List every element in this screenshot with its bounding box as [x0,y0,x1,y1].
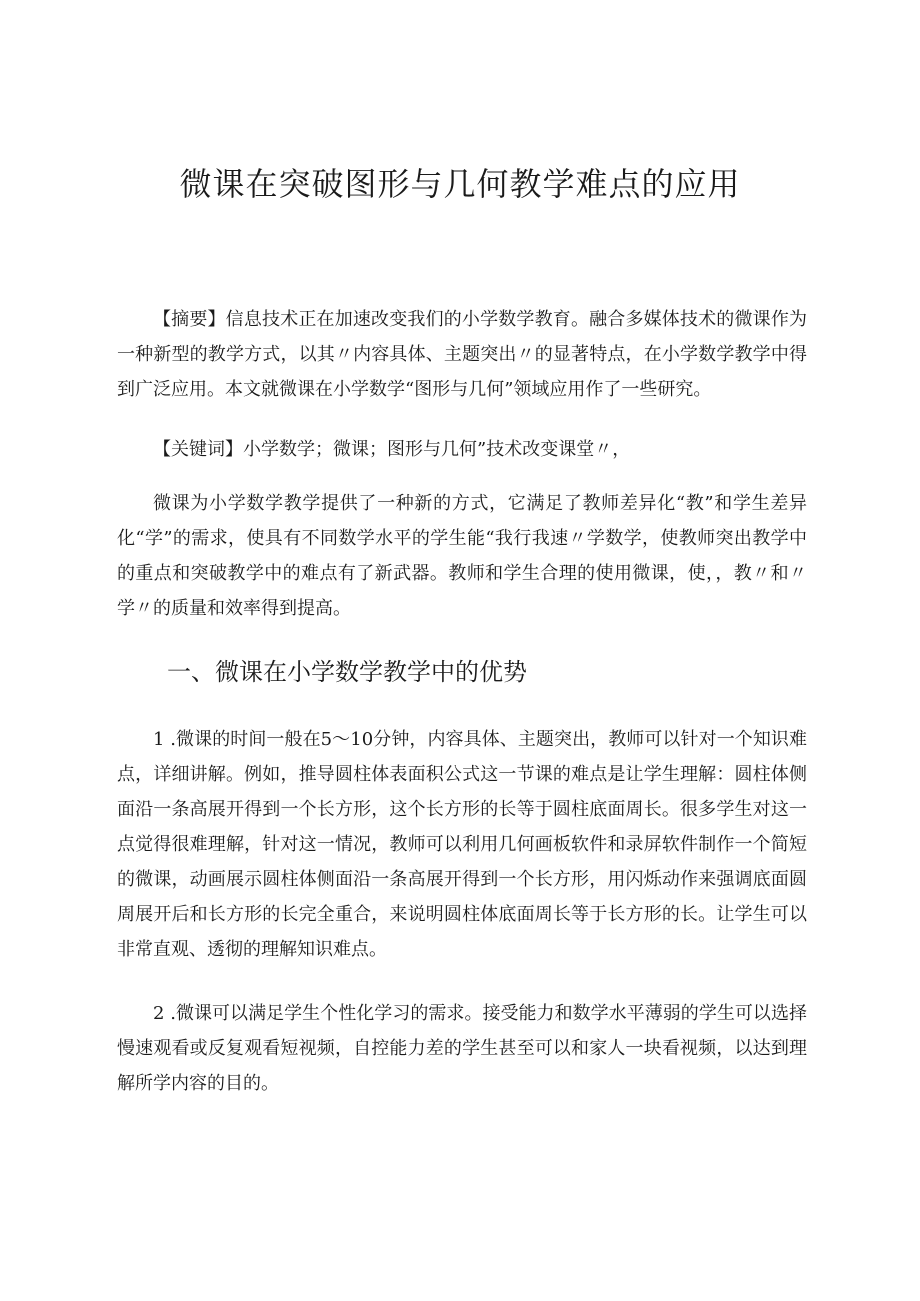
abstract-paragraph: 【摘要】信息技术正在加速改变我们的小学数学教育。融合多媒体技术的微课作为一种新型的教学方式，以其〃内容具体、主题突出〃的显著特点，在小学数学教学中得到广泛应用。本文就微课在小学数学“图形与几何”领域应用作了一些研究。 [117,309,807,400]
list-item-1: 1 .微课的时间一般在5～10分钟，内容具体、主题突出，教师可以针对一个知识难点，详细讲解。例如，推导圆柱体表面积公式这一节课的难点是让学生理解：圆柱体侧面沿一条高展开得到一个长方形，这个长方形的长等于圆柱底面周长。很多学生对这一点觉得很难理解，针对这一情况，教师可以利用几何画板软件和录屏软件制作一个简短的微课，动画展示圆柱体侧面沿一条高展开得到一个长方形，用闪烁动作来强调底面圆周展开后和长方形的长完全重合，来说明圆柱体底面周长等于长方形的长。让学生可以非常直观、透彻的理解知识难点。 [117,729,807,960]
list-item-2: 2 .微课可以满足学生个性化学习的需求。接受能力和数学水平薄弱的学生可以选择慢速观看或反复观看短视频，自控能力差的学生甚至可以和家人一块看视频，以达到理解所学内容的目的。 [117,1003,807,1094]
keywords-paragraph: 【关键词】小学数学；微课；图形与几何”技术改变课堂〃， [153,439,631,460]
document-title: 微课在突破图形与几何教学难点的应用 [179,165,741,203]
section-heading: 一、微课在小学数学教学中的优势 [167,658,527,686]
intro-paragraph: 微课为小学数学教学提供了一种新的方式，它满足了教师差异化“教”和学生差异化“学”的需求，使具有不同数学水平的学生能“我行我速〃学数学，使教师突出教学中的重点和突破教学中的难点有了新武器。教师和学生合理的使用微课，使，，教〃和〃学〃的质量和效率得到提高。 [117,493,807,619]
